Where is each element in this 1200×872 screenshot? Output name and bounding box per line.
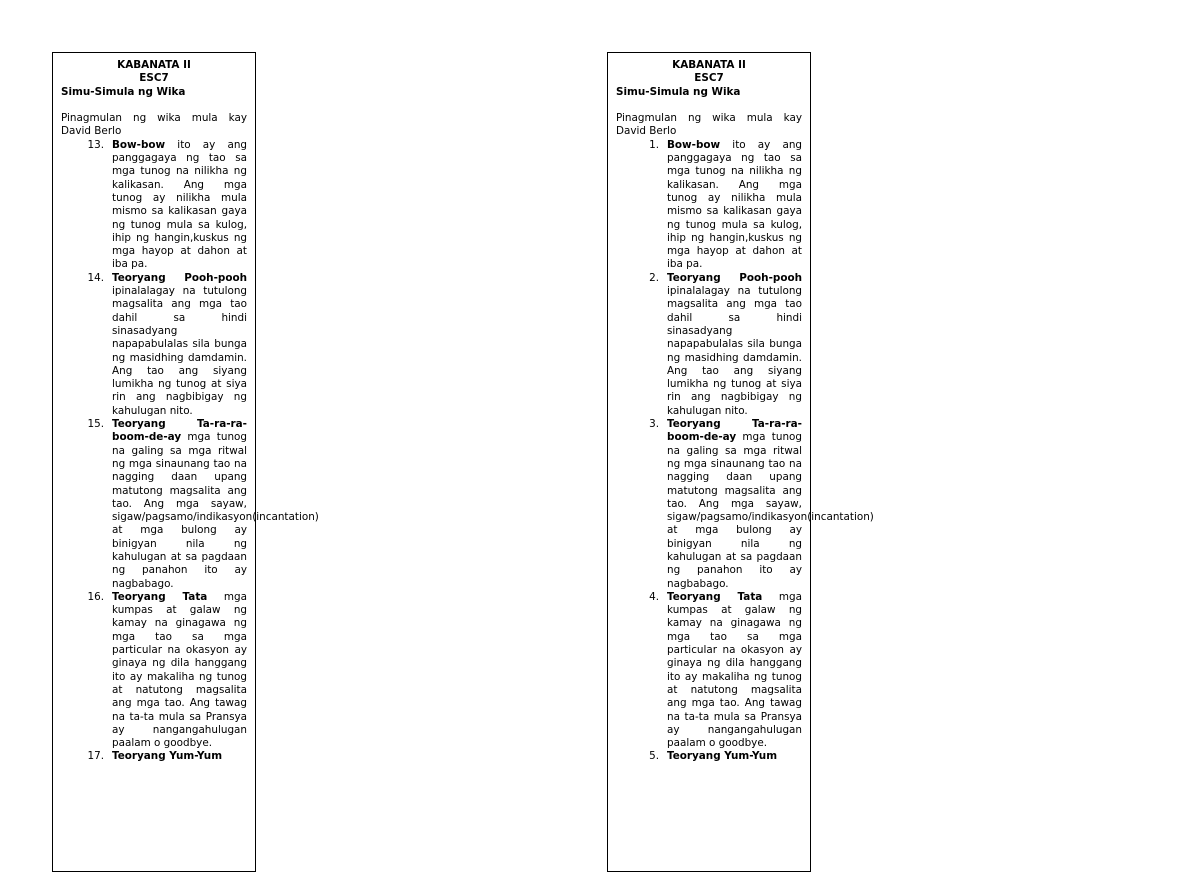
theory-term: Teoryang Yum-Yum [667, 750, 778, 763]
item-number: 16. [87, 590, 104, 603]
item-number: 15. [87, 418, 104, 431]
theory-text: ipinalalagay na tutulong magsalita ang mga tao dahil sa hindi sinasadyang napapabulalas sila bunga ng masidhing damdamin. Ang tao ang siyang lumikha ng tunog at siya rin ang nagbibigay ng kahulugan nito. [112, 285, 247, 417]
theory-term: Teoryang Ta-ra-ra-boom-de-ay [667, 418, 802, 444]
theory-text: mga kumpas at galaw ng kamay na ginagawa ng mga tao sa mga particular na okasyon ay ginaya ng dila hanggang ito ay makaliha ng tunog at natutong magsalita ang mga tao. Ang tawag na ta-ta mula sa Pransya ay nangangahulugan paalam o goodbye. [112, 590, 247, 750]
item-number: 13. [87, 138, 104, 151]
theory-term: Bow-bow [667, 138, 721, 151]
intro-text: Pinagmulan ng wika mula kay David Berlo [616, 112, 802, 138]
item-number: 5. [649, 750, 659, 763]
list-item [61, 139, 247, 272]
chapter-title: KABANATA II [672, 59, 746, 71]
item-number: 3. [649, 418, 659, 431]
theory-term: Teoryang Ta-ra-ra-boom-de-ay [112, 418, 247, 444]
item-number: 2. [649, 271, 659, 284]
list-item [616, 750, 802, 763]
list-item [616, 418, 874, 591]
item-number: 14. [87, 271, 104, 284]
list-item [61, 272, 247, 418]
theory-term: Teoryang Pooh-pooh [112, 271, 247, 284]
section-title: Simu-Simula ng Wika [616, 85, 741, 98]
list-item [61, 418, 319, 591]
course-code: ESC7 [139, 72, 169, 85]
theory-text: mga tunog na galing sa mga ritwal ng mga sinaunang tao na nagging daan upang matutong magsalita ang tao. Ang mga sayaw, sigaw/pagsamo/indikasyon(incantation) at mga bulong ay binigyan nila ng kahulugan at sa pagdaan ng panahon ito ay nagbabago. [667, 431, 874, 590]
list-item [61, 750, 247, 763]
theory-term: Bow-bow [112, 138, 166, 151]
list-item [616, 139, 802, 272]
theory-text: mga tunog na galing sa mga ritwal ng mga sinaunang tao na nagging daan upang matutong magsalita ang tao. Ang mga sayaw, sigaw/pagsamo/indikasyon(incantation) at mga bulong ay binigyan nila ng kahulugan at sa pagdaan ng panahon ito ay nagbabago. [112, 431, 319, 590]
theory-term: Teoryang Yum-Yum [112, 750, 223, 763]
item-number: 17. [87, 750, 104, 763]
item-number: 4. [649, 590, 659, 603]
theory-text: ito ay ang panggagaya ng tao sa mga tunog na nilikha ng kalikasan. Ang mga tunog ay nilikha mula mismo sa kalikasan gaya ng tunog mula sa kulog, ihip ng hangin,kuskus ng mga hayop at dahon at iba pa. [667, 138, 802, 271]
section-title: Simu-Simula ng Wika [61, 85, 186, 98]
intro-text: Pinagmulan ng wika mula kay David Berlo [61, 112, 247, 138]
chapter-title: KABANATA II [117, 59, 191, 71]
theory-text: mga kumpas at galaw ng kamay na ginagawa ng mga tao sa mga particular na okasyon ay ginaya ng dila hanggang ito ay makaliha ng tunog at natutong magsalita ang mga tao. Ang tawag na ta-ta mula sa Pransya ay nangangahulugan paalam o goodbye. [667, 590, 802, 750]
theory-term: Teoryang Tata [667, 590, 763, 603]
right-page [607, 52, 874, 872]
theory-text: ipinalalagay na tutulong magsalita ang mga tao dahil sa hindi sinasadyang napapabulalas sila bunga ng masidhing damdamin. Ang tao ang siyang lumikha ng tunog at siya rin ang nagbibigay ng kahulugan nito. [667, 285, 802, 417]
list-item [616, 591, 802, 751]
theory-term: Teoryang Tata [112, 590, 208, 603]
item-number: 1. [649, 138, 659, 151]
left-page [52, 52, 319, 872]
list-item [61, 591, 247, 751]
list-item [616, 272, 802, 418]
theory-text: ito ay ang panggagaya ng tao sa mga tunog na nilikha ng kalikasan. Ang mga tunog ay nilikha mula mismo sa kalikasan gaya ng tunog mula sa kulog, ihip ng hangin,kuskus ng mga hayop at dahon at iba pa. [112, 138, 247, 271]
theory-term: Teoryang Pooh-pooh [667, 271, 802, 284]
course-code: ESC7 [694, 72, 724, 85]
